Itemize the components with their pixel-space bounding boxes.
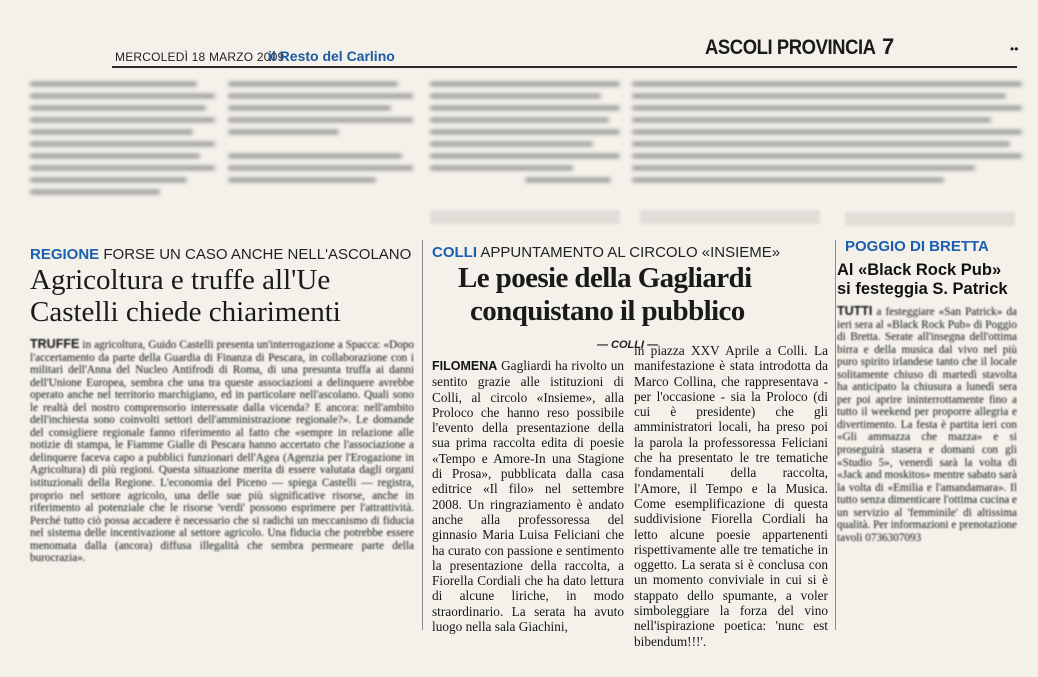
left-headline-line-2: Castelli chiede chiarimenti [30,296,341,328]
left-headline-line-1: Agricoltura e truffe all'Ue [30,264,331,296]
header-brand: il Resto del Carlino [268,48,395,64]
right-article-text: a festeggiare «San Patrick» da ieri sera al «Black Rock Pub» di Poggio di Bretta. Serate all'insegna dell'ottima birra e della musica dal vivo nel più puro spirito irlandese tanto che il locale solitamente chiuso di martedì stavolta ha anticipato la chiusura a lunedì sera per poi aprire ininterrottamente fino a tutto il weekend per proporre allegria e divertimento. La festa è partita ieri con «Gli ammazza che mazza» e si proseguirà stasera e domani con gli «Studio 5», venerdì sarà la volta di «Jack and moskitos» mentre sabato sarà la volta di «Emilia e l'amandamara». Il tutto senza dimenticare l'ottima cucina e un servizio al 'femminile' di altissima qualità. Per informazioni e prenotazione tavoli 0736307093 [837,306,1018,544]
center-kicker-place: COLLI [432,244,477,261]
right-article-lead: TUTTI [837,304,873,318]
center-headline-line-1: Le poesie della Gagliardi [458,262,752,294]
center-headline-line-2: conquistano il pubblico [470,295,745,327]
header-dots: •• [1010,42,1019,56]
center-kicker-text: APPUNTAMENTO AL CIRCOLO «INSIEME» [480,244,781,261]
blurred-article-top-right [632,82,1022,202]
center-article-col-1 [432,358,624,635]
center-kicker [432,244,780,261]
center-byline: — COLLI — [597,339,659,351]
left-kicker-text: FORSE UN CASO ANCHE NELL'ASCOLANO [103,246,412,263]
faint-ghost-text-3 [845,212,1015,226]
blurred-article-top-center [430,82,620,202]
right-headline-line-1: Al «Black Rock Pub» [837,261,1002,279]
right-article-body [837,305,1017,605]
center-article-col-2-text: in piazza XXV Aprile a Colli. La manifestazione è stata introdotta da Marco Collina, che rappresentava - per l'occasione - sia la Proloco (di cui è presidente) che gli amministratori locali, ha preso poi la parola la professoressa Feliciani che ha presentato le tre tematiche fondamentali della raccolta, l'Amore, il Tempo e la Musica. Come esemplificazione di questa suddivisione Fiorella Cordiali ha letto alcune poesie appartenenti rispettivamente alle tre tematiche in oggetto. La serata si è conclusa con un momento conviviale in cui si è stappato dello spumante, a voler simboleggiare la forza del vino nell'ispirazione poetica: 'nunc est bibendum!!!'. [634,343,828,649]
header-rule [112,66,1017,68]
right-kicker: POGGIO DI BRETTA [845,238,989,255]
left-article-text: in agricoltura, Guido Castelli presenta un'interrogazione a Spacca: «Dopo l'accertamento da parte della Guardia di Finanza di Pescara, in collaborazione con i militari dell'Anna del Nucleo Antifrodi di Roma, di una presunta truffa ai danni dell'Unione Europea, sembra che una tra queste associazioni a delinquere avrebbe operato anche nel territorio marchigiano, ed in particolare nell'ascolano. Quali sono le realtà del nostro comprensorio interessate dalla vicenda? E ancora: nell'ambito dell'inchiesta sono coinvolti settori dell'amministrazione regionale?». Le domande del consigliere regionale fanno riferimento al fatto che «sempre in relazione alle notizie di stampa, le Fiamme Gialle di Pescara hanno accertato che l'associazione a delinquere faceva capo a pubblici funzionari dell'Agea (Agenzia per l'Erogazione in Agricoltura) di più regioni. Questa situazione merita di essere valutata dagli organi istituzionali della Regione. L'economia del Piceno — spiega Castelli — registra, proprio nel settore agricolo, una delle sue più significative risorse, anche in riferimento al potenziale che le risorse 'verdi' possono esprimere per l'attrattività. Perché tutto ciò possa accadere è necessario che si radichi un meccanismo di fiducia nel sistema delle incentivazione al settore agricolo. Una fiducia che potrebbe essere menomata dalla (ancora) diffusa illegalità che sembra permeare parte della burocrazia». [30,339,415,565]
header-section: ASCOLI PROVINCIA [705,36,876,59]
left-kicker-place: REGIONE [30,246,100,263]
left-kicker [30,246,411,263]
column-separator-left [422,240,423,630]
right-headline-line-2: si festeggia S. Patrick [837,280,1008,298]
left-article-body [30,338,414,620]
left-article-lead: TRUFFE [30,337,80,351]
header-page-number: 7 [882,34,895,59]
faint-ghost-text-2 [640,210,820,224]
blurred-article-top-mid [228,82,413,222]
faint-ghost-text-1 [430,210,620,224]
center-article-lead: FILOMENA [432,359,498,373]
header-date: MERCOLEDÌ 18 MARZO 2009 [115,50,285,64]
column-separator-right [835,240,836,630]
blurred-article-top-left [30,82,215,222]
center-article-col-1-text: Gagliardi ha rivolto un sentito grazie alle istituzioni di Colli, al circolo «Insieme», alla Proloco che hanno reso possibile l'evento della presentazione della sua prima raccolta edita di poesie «Tempo e Amore-In una Stagione di Prosa», pubblicata dalla casa editrice «Il filo» nel settembre 2008. Un ringraziamento è andato anche alla professoressa del ginnasio Maria Luisa Feliciani che ha curato con passione e sentimento la presentazione della raccolta, a Fiorella Cordiali che ha dato lettura di alcune liriche, in modo straordinario. La serata ha avuto luogo nella sala Giachini, [432,358,624,635]
center-article-col-2 [634,343,828,649]
